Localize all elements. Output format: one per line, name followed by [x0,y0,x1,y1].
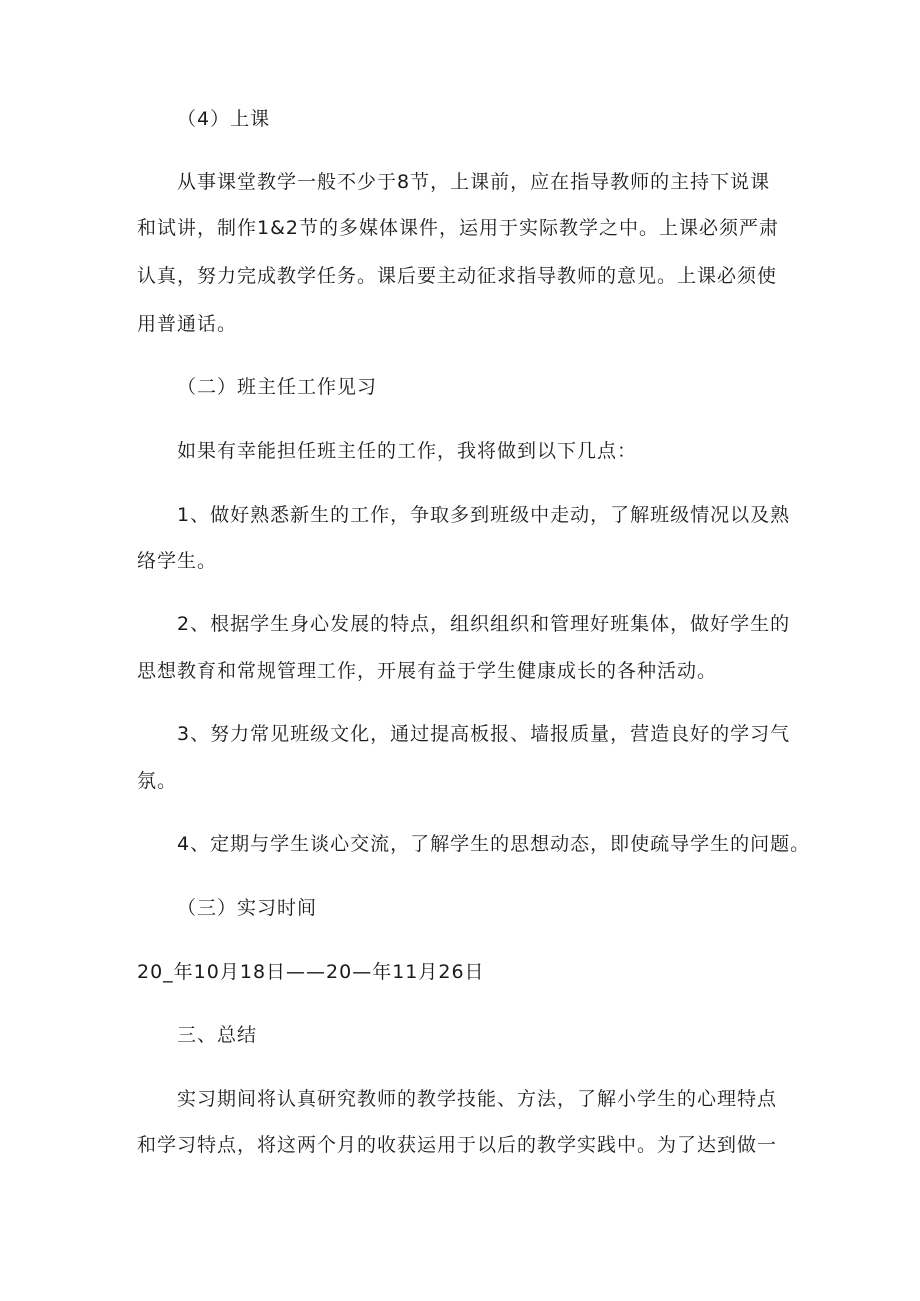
subheading-attend-class: （4）上课 [177,108,271,130]
list-item-line: 2、根据学生身心发展的特点，组织组织和管理好班集体，做好学生的 [177,613,791,635]
list-item-line: 1、做好熟悉新生的工作，争取多到班级中走动，了解班级情况以及熟 [177,504,791,526]
paragraph-line: 认真，努力完成教学任务。课后要主动征求指导教师的意见。上课必须使 [137,265,778,287]
section-heading-internship-time: （三）实习时间 [177,897,318,919]
paragraph-line: 和试讲，制作1&2节的多媒体课件，运用于实际教学之中。上课必须严肃 [137,217,779,239]
paragraph-line: 从事课堂教学一般不少于8节，上课前，应在指导教师的主持下说课 [177,171,771,193]
list-item-line: 氛。 [137,770,178,792]
list-item-line: 3、努力常见班级文化，通过提高板报、墙报质量，营造良好的学习气 [177,723,791,745]
paragraph-line: 用普通话。 [137,313,238,335]
paragraph-line: 和学习特点，将这两个月的收获运用于以后的教学实践中。为了达到做一 [137,1134,778,1156]
date-range: 20_年10月18日——20—年11月26日 [137,961,485,983]
list-item-line: 络学生。 [137,550,218,572]
list-item-line: 思想教育和常规管理工作，开展有益于学生健康成长的各种活动。 [137,660,718,682]
paragraph-line: 如果有幸能担任班主任的工作，我将做到以下几点： [177,440,638,462]
section-heading-head-teacher: （二）班主任工作见习 [177,376,378,398]
section-heading-summary: 三、总结 [177,1024,258,1046]
paragraph-line: 实习期间将认真研究教师的教学技能、方法，了解小学生的心理特点 [177,1088,778,1110]
list-item-line: 4、定期与学生谈心交流，了解学生的思想动态，即使疏导学生的问题。 [177,833,811,855]
